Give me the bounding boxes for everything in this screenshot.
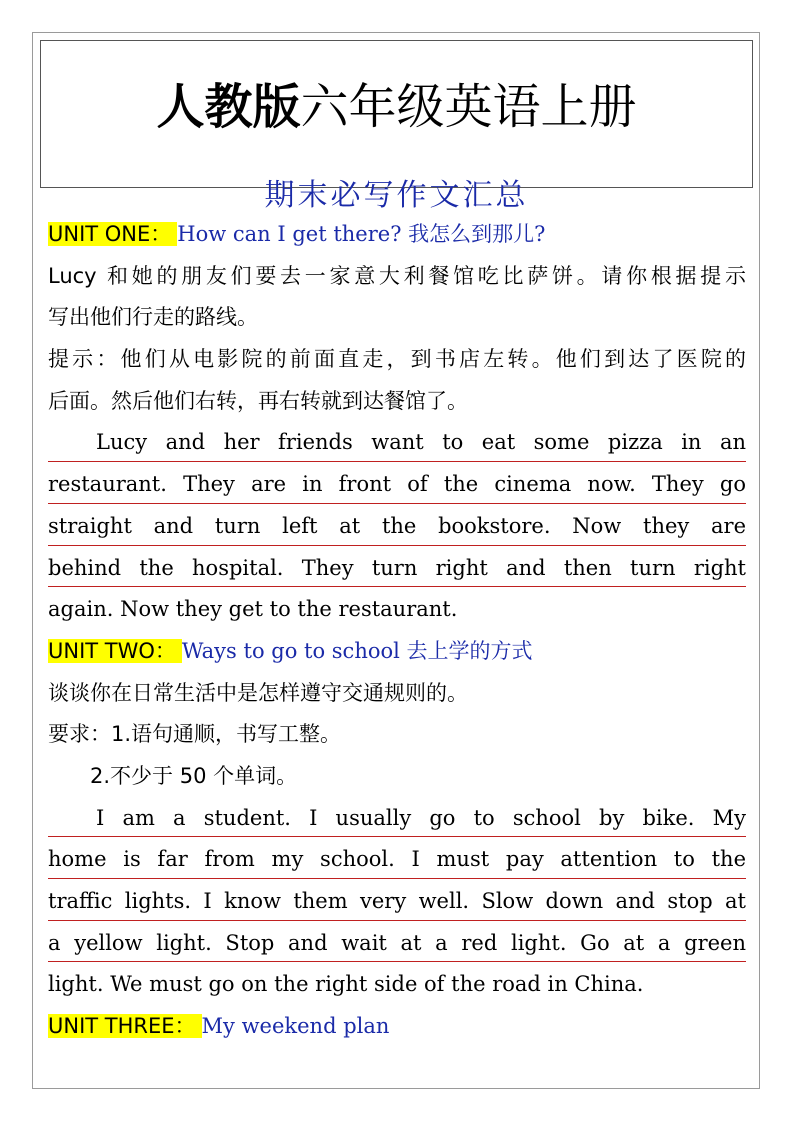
unit-one-prompt-line: Lucy 和她的朋友们要去一家意大利餐馆吃比萨饼。请你根据提示 bbox=[48, 263, 746, 288]
unit-three-label: UNIT THREE： bbox=[48, 1014, 202, 1038]
unit-two-prompt-line: 谈谈你在日常生活中是怎样遵守交通规则的。 bbox=[48, 680, 468, 705]
unit-two-requirement-line: 要求：1.语句通顺，书写工整。 bbox=[48, 722, 342, 747]
unit-three-topic: My weekend plan bbox=[201, 1014, 390, 1039]
unit-two-label: UNIT TWO： bbox=[48, 639, 182, 663]
unit-one-hint-line: 后面。然后他们右转，再右转就到达餐馆了。 bbox=[48, 388, 468, 413]
unit-one-essay-line: behind the hospital. They turn right and then turn right bbox=[48, 546, 746, 588]
page-subtitle: 期末必写作文汇总 bbox=[264, 178, 529, 213]
unit-one-label: UNIT ONE： bbox=[48, 222, 177, 246]
unit-one-essay-line: restaurant. They are in front of the cinema now. They go bbox=[48, 462, 746, 504]
unit-two-essay-line: traffic lights. I know them very well. Slow down and stop at bbox=[48, 879, 746, 921]
page-title: 人教版六年级英语上册 bbox=[156, 79, 637, 135]
unit-two-heading bbox=[48, 629, 746, 671]
unit-two-requirement-line: 2.不少于 50 个单词。 bbox=[90, 763, 298, 788]
title-box bbox=[40, 40, 753, 213]
unit-three-heading bbox=[48, 1004, 746, 1046]
unit-one-topic: How can I get there? 我怎么到那儿? bbox=[177, 222, 546, 246]
unit-one-hint-line: 提示：他们从电影院的前面直走，到书店左转。他们到达了医院的 bbox=[48, 347, 746, 372]
unit-one-prompt-line: 写出他们行走的路线。 bbox=[48, 305, 258, 330]
unit-two-essay-line: home is far from my school. I must pay attention to the bbox=[48, 837, 746, 879]
unit-two-essay-line: a yellow light. Stop and wait at a red light. Go at a green bbox=[48, 921, 746, 963]
unit-one-essay-line: again. Now they get to the restaurant. bbox=[48, 587, 746, 629]
unit-one-essay-line: straight and turn left at the bookstore. Now they are bbox=[48, 504, 746, 546]
unit-two-essay-line: light. We must go on the right side of the road in China. bbox=[48, 962, 746, 1004]
unit-two-topic: Ways to go to school 去上学的方式 bbox=[181, 638, 533, 663]
unit-one-essay-line: Lucy and her friends want to eat some pizza in an bbox=[48, 420, 746, 462]
unit-one-heading bbox=[48, 212, 746, 254]
document-body bbox=[48, 212, 746, 1046]
unit-two-essay-line: I am a student. I usually go to school by bike. My bbox=[48, 796, 746, 838]
